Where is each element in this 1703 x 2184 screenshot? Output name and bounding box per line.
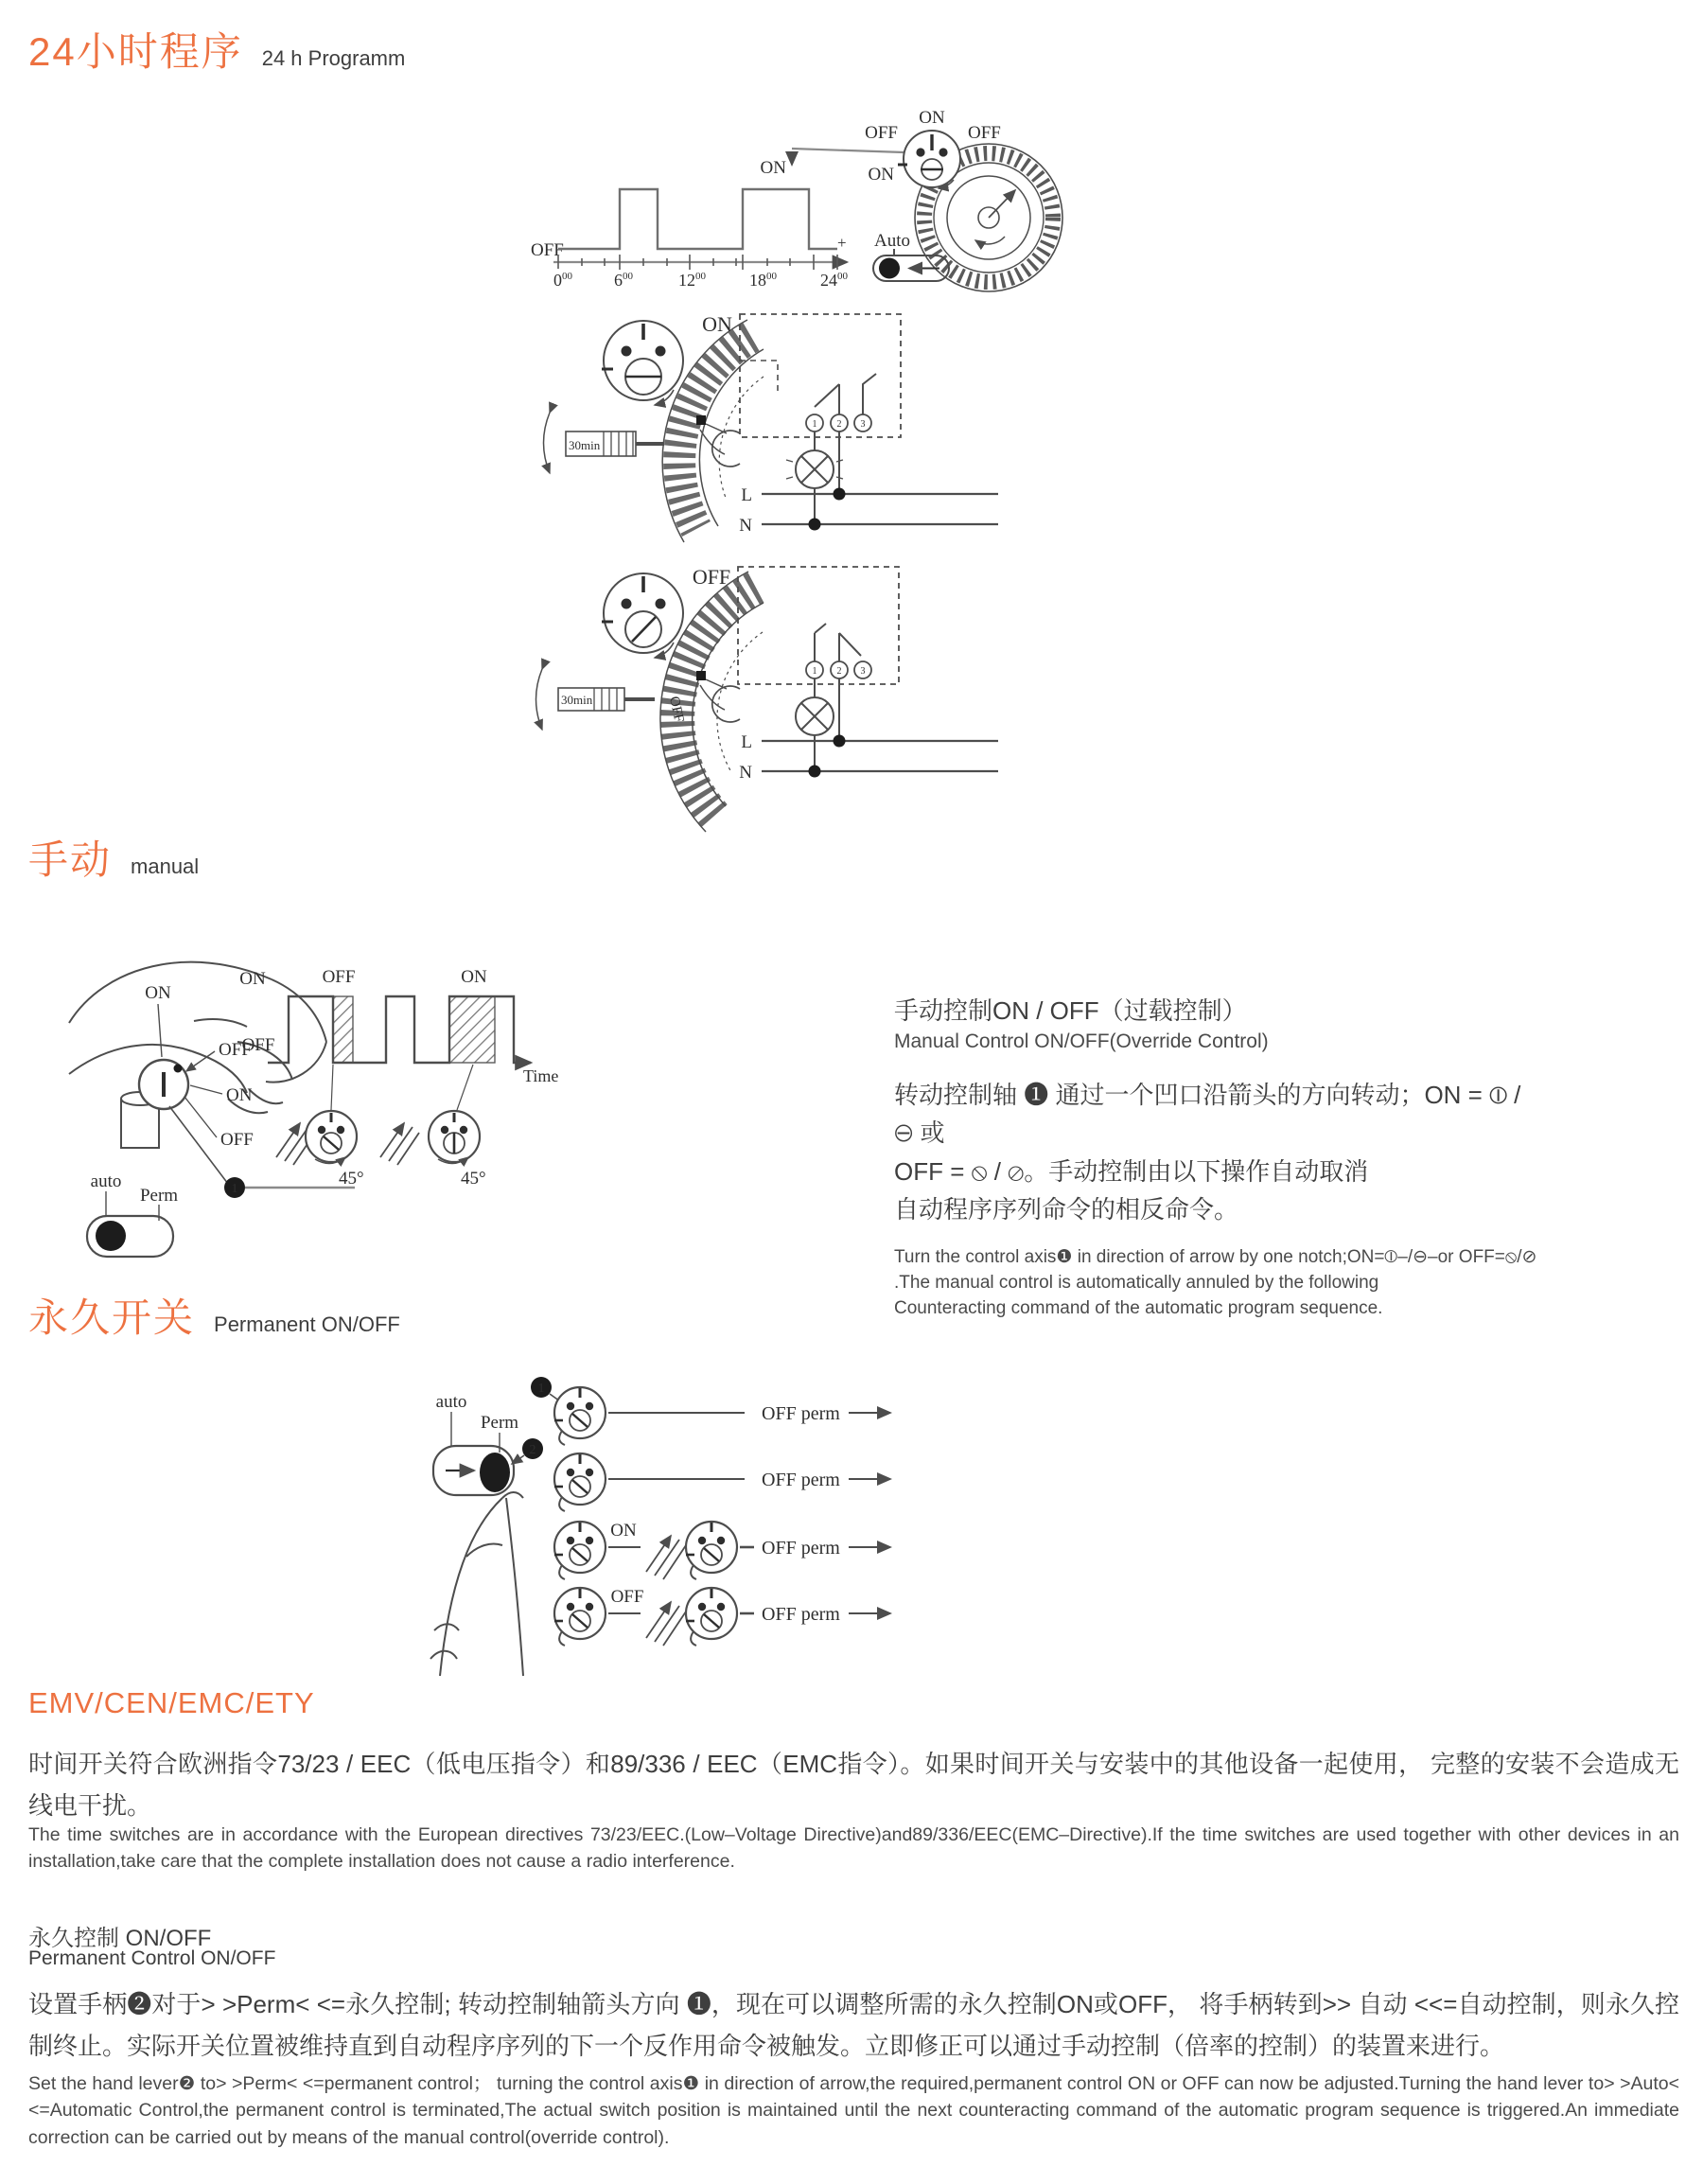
- notch-dial-1: [306, 1111, 357, 1164]
- flick-gesture: [646, 1602, 686, 1646]
- lamp-icon: [796, 697, 834, 735]
- tick-12: $12^{00}$: [678, 271, 706, 290]
- terminal-2: 2: [836, 419, 842, 430]
- marker-on-label: ON: [461, 967, 487, 987]
- manual-zh-line-1: 转动控制轴 ❶ 通过一个凹口沿箭头的方向转动；ON = ⦶ / ⊖ 或: [894, 1081, 1521, 1148]
- perm-dial: [554, 1522, 606, 1579]
- auto-label: Auto: [874, 231, 910, 251]
- lever-label-off-2: OFF: [220, 1130, 254, 1150]
- wave-on-label: ON: [760, 158, 786, 178]
- lever-label-off-1: OFF: [219, 1040, 252, 1060]
- auto-label: auto: [435, 1392, 467, 1412]
- tick-24: $24^{00}$: [820, 271, 848, 290]
- section-heading-permanent: [28, 1287, 400, 1344]
- permanent-switch-diagram: [412, 1347, 1254, 1678]
- dial-label-on-top: ON: [919, 108, 945, 128]
- heading-emc: EMV/CEN/EMC/ETY: [28, 1686, 315, 1719]
- terminal-1: 1: [812, 666, 817, 677]
- dial-label-off-right: OFF: [968, 123, 1001, 143]
- terminal-2: 2: [836, 666, 842, 677]
- timing-and-dial-diagram: [516, 76, 1131, 310]
- svg-text:2: 2: [529, 1443, 536, 1457]
- load-circuit: [739, 678, 998, 783]
- perm-control-zh-body: 设置手柄❷对于> >Perm< <=永久控制; 转动控制轴箭头方向 ❶，现在可以调整所需的永久控制ON或OFF， 将手柄转到>> 自动 <<=自动控制，则永久控制终止。实际开关位置被维持直到自动程序序列的下一个反作用命令被触发。立即修正可以通过手动控制（倍率的控制）的装置来进行。: [28, 1990, 1679, 2061]
- badge-2: [512, 1438, 543, 1464]
- perm-control-en-title: Permanent Control ON/OFF: [28, 1947, 276, 1969]
- wave-off-label: OFF: [531, 240, 564, 260]
- svg-text:1: 1: [537, 1382, 545, 1396]
- lever-label-on-1: ON: [145, 983, 171, 1003]
- wiring-diagram-off: [416, 554, 1003, 837]
- manual-en-line-2: .The manual control is automatically annuled by the following: [894, 1273, 1379, 1294]
- auto-perm-slider: [433, 1392, 518, 1495]
- finger-illustration: [430, 1492, 523, 1676]
- lever-label-on-2: ON: [226, 1085, 253, 1105]
- heading-manual-en: manual: [131, 854, 200, 878]
- manual-zh-line-3: 自动程序序列命令的相反命令。: [894, 1194, 1239, 1224]
- perm-control-en-body: Set the hand lever❷ to> >Perm< <=permanent control； turning the control axis❶ in direction of arrow,the required,permanent control ON or OFF can now be adjusted.Turning the hand lever to> >Auto< <=Automatic Control,the permanent control is terminated,The actual switch position is maintained until the next counteracting command of the automatic program sequence is triggered.An immediate correction can be carried out by means of the manual control(override control).: [28, 2073, 1679, 2148]
- schematic-state-label: ON: [702, 312, 732, 336]
- emc-zh-paragraph: 时间开关符合欧洲指令73/23 / EEC（低电压指令）和89/336 / EEC（EMC指令）。如果时间开关与安装中的其他设备一起使用， 完整的安装不会造成无线电干扰。: [28, 1750, 1679, 1821]
- emc-en-paragraph: The time switches are in accordance with the European directives 73/23/EEC.(Low–Voltage Directive)and89/336/EEC(EMC–Directive).If the time switches are used together with other devices in an installation,take care that the complete installation does not cause a radio interference.: [28, 1824, 1679, 1873]
- flick-gesture-2: [380, 1123, 419, 1165]
- control-axis-knob: [121, 1060, 188, 1148]
- perm-label: Perm: [139, 1186, 179, 1206]
- deg-label-1: 45°: [339, 1169, 364, 1189]
- line-l-label: L: [741, 485, 752, 505]
- perm-label: Perm: [480, 1413, 519, 1433]
- deg-label-2: 45°: [461, 1169, 486, 1189]
- tick-0: $0^{00}$: [553, 271, 572, 290]
- line-n-label: N: [739, 763, 752, 783]
- load-circuit: [739, 432, 998, 536]
- section-heading-manual: [28, 829, 199, 886]
- perm-dial: [554, 1588, 606, 1646]
- segment-rack: [536, 669, 656, 730]
- manual-en-body: [894, 1245, 1537, 1322]
- marker-off-label: OFF: [322, 967, 356, 987]
- manual-en-title: Manual Control ON/OFF(Override Control): [894, 1030, 1269, 1052]
- row3-on-label: ON: [610, 1521, 637, 1541]
- rack-label: 30min: [569, 438, 601, 452]
- heading-24h-en: 24 h Programm: [261, 46, 406, 70]
- row1-label: OFF perm: [762, 1403, 840, 1424]
- tick-6: $6^{00}$: [614, 271, 633, 290]
- slider-knob: [96, 1221, 126, 1251]
- wiring-diagram-on: [416, 301, 1003, 555]
- svg-text:1: 1: [231, 1182, 238, 1196]
- relay-contact-box: [738, 567, 899, 684]
- row3-label: OFF perm: [762, 1538, 840, 1559]
- control-axis-face-icon: [898, 131, 960, 188]
- terminal-1: 1: [812, 419, 817, 430]
- notch-dial-2: [429, 1111, 480, 1164]
- wave-on-label: ON: [239, 969, 266, 989]
- segment-rack: [544, 413, 665, 473]
- dial-label-off-left: OFF: [865, 123, 898, 143]
- switch-cam-pointer: [696, 415, 740, 467]
- flick-gesture: [646, 1536, 686, 1579]
- tick-18: $18^{00}$: [749, 271, 777, 290]
- arc-off-label: OFF: [666, 695, 687, 724]
- manual-zh-title: 手动控制ON / OFF（过载控制）: [894, 996, 1247, 1025]
- perm-dial: [554, 1387, 606, 1445]
- manual-zh-body: [894, 1076, 1537, 1228]
- time-label: Time: [523, 1066, 559, 1085]
- axis-plus: +: [837, 234, 847, 252]
- heading-24h-zh: 24小时程序: [28, 29, 243, 74]
- dial-label-on-bottom: ON: [868, 165, 894, 185]
- badge-1: [224, 1177, 245, 1198]
- manual-en-line-1: Turn the control axis❶ in direction of arrow by one notch;ON=⦶–/⊖–or OFF=⦸/⊘: [894, 1247, 1537, 1268]
- heading-permanent-en: Permanent ON/OFF: [214, 1312, 400, 1336]
- line-n-label: N: [739, 516, 752, 536]
- manual-en-line-3: Counteracting command of the automatic program sequence.: [894, 1298, 1383, 1319]
- manual-zh-line-2: OFF = ⦸ / ⊘。手动控制由以下操作自动取消: [894, 1156, 1369, 1186]
- perm-dial: [686, 1522, 737, 1579]
- manual-operation-diagram: [52, 930, 837, 1271]
- line-l-label: L: [741, 732, 752, 752]
- relay-contact-box: [740, 314, 901, 437]
- section-heading-24h: [28, 21, 405, 78]
- wave-off-label: OFF: [241, 1035, 275, 1055]
- switch-cam-pointer: [696, 671, 740, 722]
- perm-control-zh-title: 永久控制 ON/OFF: [28, 1926, 212, 1951]
- schematic-state-label: OFF: [692, 565, 731, 589]
- rack-label: 30min: [561, 693, 593, 707]
- perm-dial: [686, 1588, 737, 1646]
- lamp-icon: [786, 450, 843, 488]
- row4-label: OFF perm: [762, 1604, 840, 1625]
- row2-label: OFF perm: [762, 1470, 840, 1490]
- terminal-3: 3: [860, 666, 866, 677]
- terminal-3: 3: [860, 419, 866, 430]
- row4-off-label: OFF: [610, 1587, 644, 1607]
- slider-knob: [480, 1453, 510, 1492]
- control-axis-face-off: [602, 573, 683, 658]
- control-axis-face-on: [602, 321, 683, 405]
- manual-text-block: [894, 992, 1537, 1322]
- auto-perm-slider: [87, 1171, 178, 1257]
- program-waveform: [531, 151, 849, 290]
- auto-label: auto: [90, 1171, 122, 1191]
- heading-manual-zh: 手动: [28, 837, 113, 882]
- perm-dial: [554, 1453, 606, 1511]
- heading-permanent-zh: 永久开关: [28, 1295, 196, 1340]
- slider-knob: [879, 258, 900, 279]
